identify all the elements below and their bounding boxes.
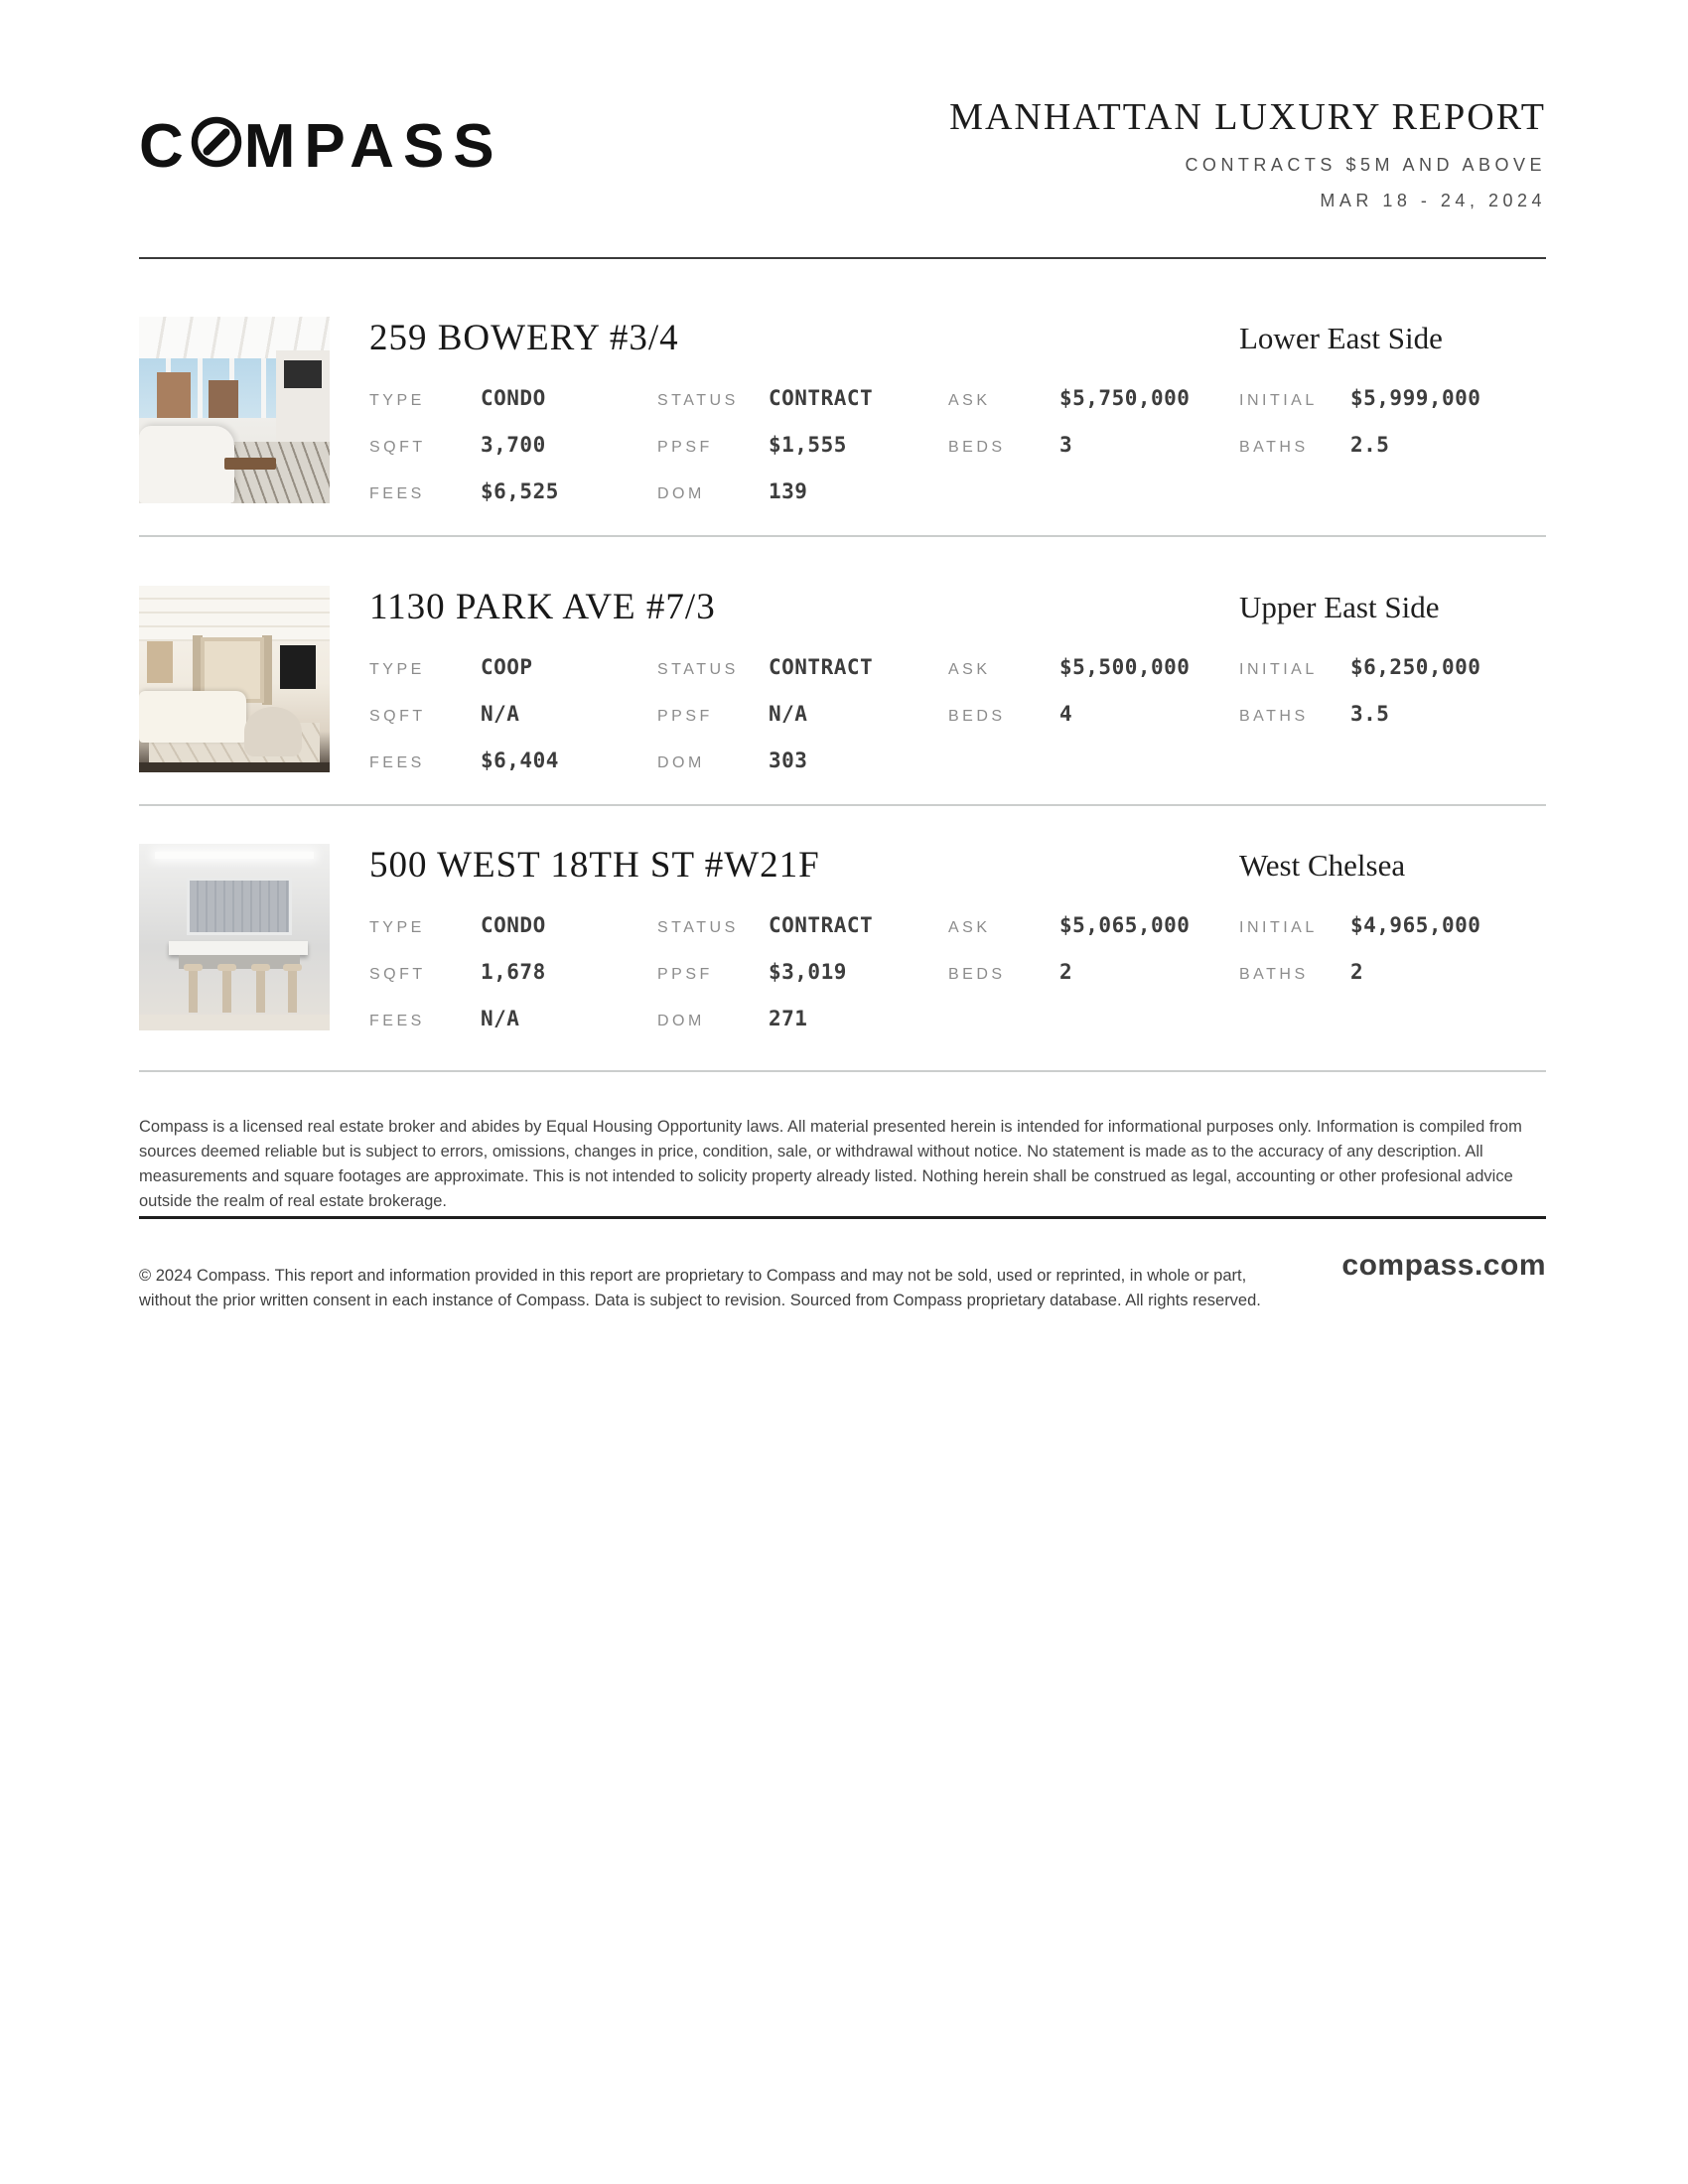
listing-card-2 (139, 586, 1546, 784)
listing-neighborhood: West Chelsea (1239, 848, 1406, 883)
listing-divider (139, 804, 1546, 806)
listing-neighborhood: Upper East Side (1239, 590, 1440, 624)
report-header (949, 95, 1546, 226)
listing-photo-kitchen (139, 844, 330, 1030)
copyright-text: © 2024 Compass. This report and information provided in this report are proprietary to Compass and may not be sold, used or reprinted, in whole or part, without the prior written consent in each instance of Compass. Data is subject to revision. Sourced from Compass proprietary database. All rights reserved. (139, 1266, 1261, 1309)
listing-fields (369, 645, 1546, 785)
report-title: MANHATTAN LUXURY REPORT (949, 96, 1546, 138)
listing-address: 259 BOWERY #3/4 (369, 318, 679, 358)
field-fees: FEES N/A (369, 1007, 520, 1030)
report-subtitle: CONTRACTS $5M AND ABOVE (1185, 155, 1546, 175)
listing-fields (369, 903, 1546, 1043)
field-baths: BATHS 3.5 (1239, 702, 1390, 726)
field-sqft: SQFT N/A (369, 702, 520, 726)
field-initial: INITIAL $5,999,000 (1239, 386, 1481, 410)
field-beds: BEDS 4 (948, 702, 1073, 726)
field-type: TYPE CONDO (369, 386, 546, 410)
listing-photo-living-room (139, 317, 330, 503)
listing-address: 500 WEST 18TH ST #W21F (369, 845, 820, 886)
field-dom: DOM 303 (657, 749, 808, 772)
listing-photo-beige-living-room (139, 586, 330, 772)
field-type: TYPE COOP (369, 655, 533, 679)
compass-logo (139, 111, 503, 181)
field-ask: ASK $5,065,000 (948, 913, 1191, 937)
listing-card-1 (139, 317, 1546, 515)
listing-divider (139, 535, 1546, 537)
disclaimer-text: Compass is a licensed real estate broker and abides by Equal Housing Opportunity laws. All material presented herein is intended for informational purposes only. Information is compiled from sources deemed reliable but is subject to errors, omissions, changes in price, condition, sale, or withdrawal without notice. No statement is made as to the accuracy of any description. All measurements and square footages are approximate. This is not intended to solicity property already listed. Nothing herein shall be construed as legal, accounting or other profesional advice outside the realm of real estate brokerage. (139, 1117, 1522, 1210)
logo-text-mpass: MPASS (243, 111, 503, 181)
field-status: STATUS CONTRACT (657, 913, 874, 937)
field-dom: DOM 139 (657, 479, 808, 503)
field-beds: BEDS 3 (948, 433, 1073, 457)
field-dom: DOM 271 (657, 1007, 808, 1030)
field-initial: INITIAL $4,965,000 (1239, 913, 1481, 937)
field-status: STATUS CONTRACT (657, 386, 874, 410)
compass-o-icon (191, 116, 242, 179)
field-ppsf: PPSF $1,555 (657, 433, 847, 457)
field-ask: ASK $5,500,000 (948, 655, 1191, 679)
field-ppsf: PPSF N/A (657, 702, 808, 726)
field-beds: BEDS 2 (948, 960, 1073, 984)
field-sqft: SQFT 3,700 (369, 433, 546, 457)
header-divider (139, 257, 1546, 259)
field-ppsf: PPSF $3,019 (657, 960, 847, 984)
listing-neighborhood: Lower East Side (1239, 321, 1443, 355)
field-sqft: SQFT 1,678 (369, 960, 546, 984)
listing-address: 1130 PARK AVE #7/3 (369, 587, 716, 627)
field-ask: ASK $5,750,000 (948, 386, 1191, 410)
field-fees: FEES $6,404 (369, 749, 559, 772)
logo-text-c: C (139, 111, 193, 181)
footer-divider-light (139, 1070, 1546, 1072)
report-date-range: MAR 18 - 24, 2024 (1320, 191, 1546, 210)
field-type: TYPE CONDO (369, 913, 546, 937)
listing-fields (369, 376, 1546, 516)
compass-website-link: compass.com (1341, 1249, 1546, 1282)
field-baths: BATHS 2 (1239, 960, 1364, 984)
field-status: STATUS CONTRACT (657, 655, 874, 679)
footer-divider-dark (139, 1216, 1546, 1219)
field-fees: FEES $6,525 (369, 479, 559, 503)
field-baths: BATHS 2.5 (1239, 433, 1390, 457)
field-initial: INITIAL $6,250,000 (1239, 655, 1481, 679)
listing-card-3 (139, 844, 1546, 1042)
